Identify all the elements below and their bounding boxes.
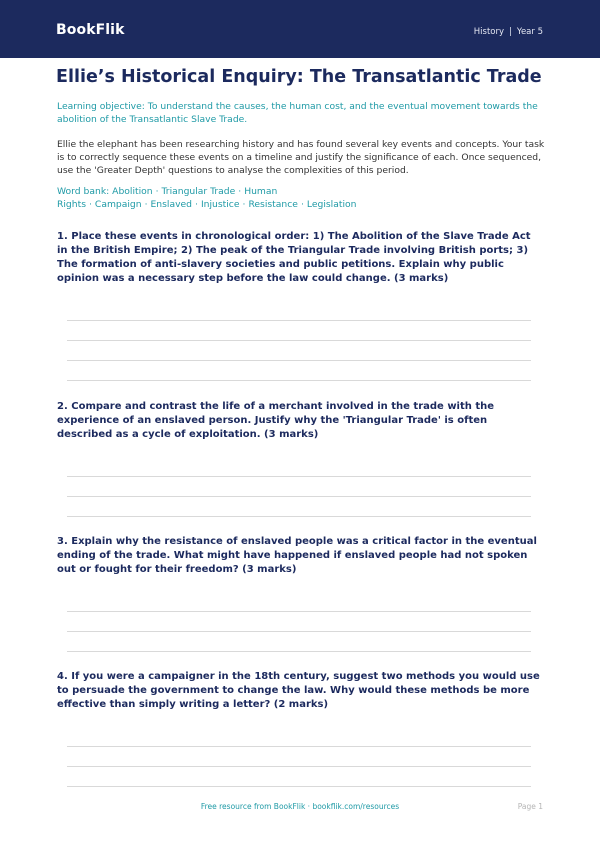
word-bank-item: Enslaved: [150, 199, 193, 210]
question-4: 4. If you were a campaigner in the 18th century, suggest two methods you would use to persuade the government to change the law. Why would these methods be more effective than simply writing a letter? (2 marks): [57, 671, 540, 710]
answer-line[interactable]: [67, 746, 531, 747]
word-bank-item: Legislation: [306, 199, 357, 210]
word-bank-item: Resistance: [248, 199, 298, 210]
word-bank-item: Campaign: [94, 199, 142, 210]
question-1: 1. Place these events in chronological order: 1) The Abolition of the Slave Trade Act in the British Empire; 2) The peak of the Triangular Trade involving British ports; 3) The formation of anti-slavery societies and public petitions. Explain why public opinion was a necessary step before the law could change. (3 marks): [57, 231, 531, 284]
header-meta: [474, 27, 543, 37]
year-label: Year 5: [516, 27, 543, 37]
word-separator: ·: [300, 199, 304, 210]
word-bank-item: Triangular Trade: [161, 186, 236, 197]
answer-line[interactable]: [67, 340, 531, 341]
footer-text: Free resource from BookFlik · bookflik.com/resources: [200, 802, 400, 811]
word-separator: ·: [195, 199, 198, 210]
word-bank: [57, 185, 547, 211]
word-bank-item: Human Rights: [57, 186, 278, 210]
page-header: [0, 0, 600, 58]
word-separator: ·: [144, 199, 148, 210]
answer-line[interactable]: [67, 360, 531, 361]
question-2: 2. Compare and contrast the life of a merchant involved in the trade with the experience of an enslaved person. Justify why the 'Triangular Trade' is often described as a cycle of exploitation. (3 marks): [57, 401, 495, 440]
answer-line[interactable]: [67, 516, 531, 517]
brand-logo: BookFlik: [56, 22, 125, 38]
word-bank-item: Injustice: [200, 199, 240, 210]
answer-line[interactable]: [67, 611, 531, 612]
question-3: 3. Explain why the resistance of enslaved people was a critical factor in the eventual ending of the trade. What might have happened if enslaved people had not spoken out or fought for their freedom? (3 marks): [57, 536, 537, 575]
meta-separator: |: [509, 27, 512, 37]
answer-line[interactable]: [67, 380, 531, 381]
answer-line[interactable]: [67, 651, 531, 652]
page-number: Page 1: [517, 802, 543, 811]
subject-label: History: [473, 27, 505, 37]
word-separator: ·: [238, 186, 242, 197]
intro-paragraph: Ellie the elephant has been researching history and has found several key events and concepts. Your task is to correctly sequence these events on a timeline and justify the significance of each. Once sequenced, use the 'Greater Depth' questions to analyse the complexities of this period.: [57, 139, 545, 176]
answer-line[interactable]: [67, 786, 531, 787]
answer-line[interactable]: [67, 631, 531, 632]
learning-objective: Learning objective: To understand the causes, the human cost, and the eventual movement towards the abolition of the Transatlantic Slave Trade.: [57, 101, 538, 125]
answer-line[interactable]: [67, 476, 531, 477]
answer-line[interactable]: [67, 320, 531, 321]
worksheet-title: Ellie’s Historical Enquiry: The Transatlantic Trade: [56, 67, 542, 87]
word-separator: ·: [155, 186, 159, 197]
word-separator: ·: [242, 199, 246, 210]
word-separator: ·: [88, 199, 92, 210]
word-bank-item: Abolition: [112, 186, 153, 197]
word-bank-label: Word bank:: [57, 186, 110, 197]
answer-line[interactable]: [67, 496, 531, 497]
answer-line[interactable]: [67, 766, 531, 767]
